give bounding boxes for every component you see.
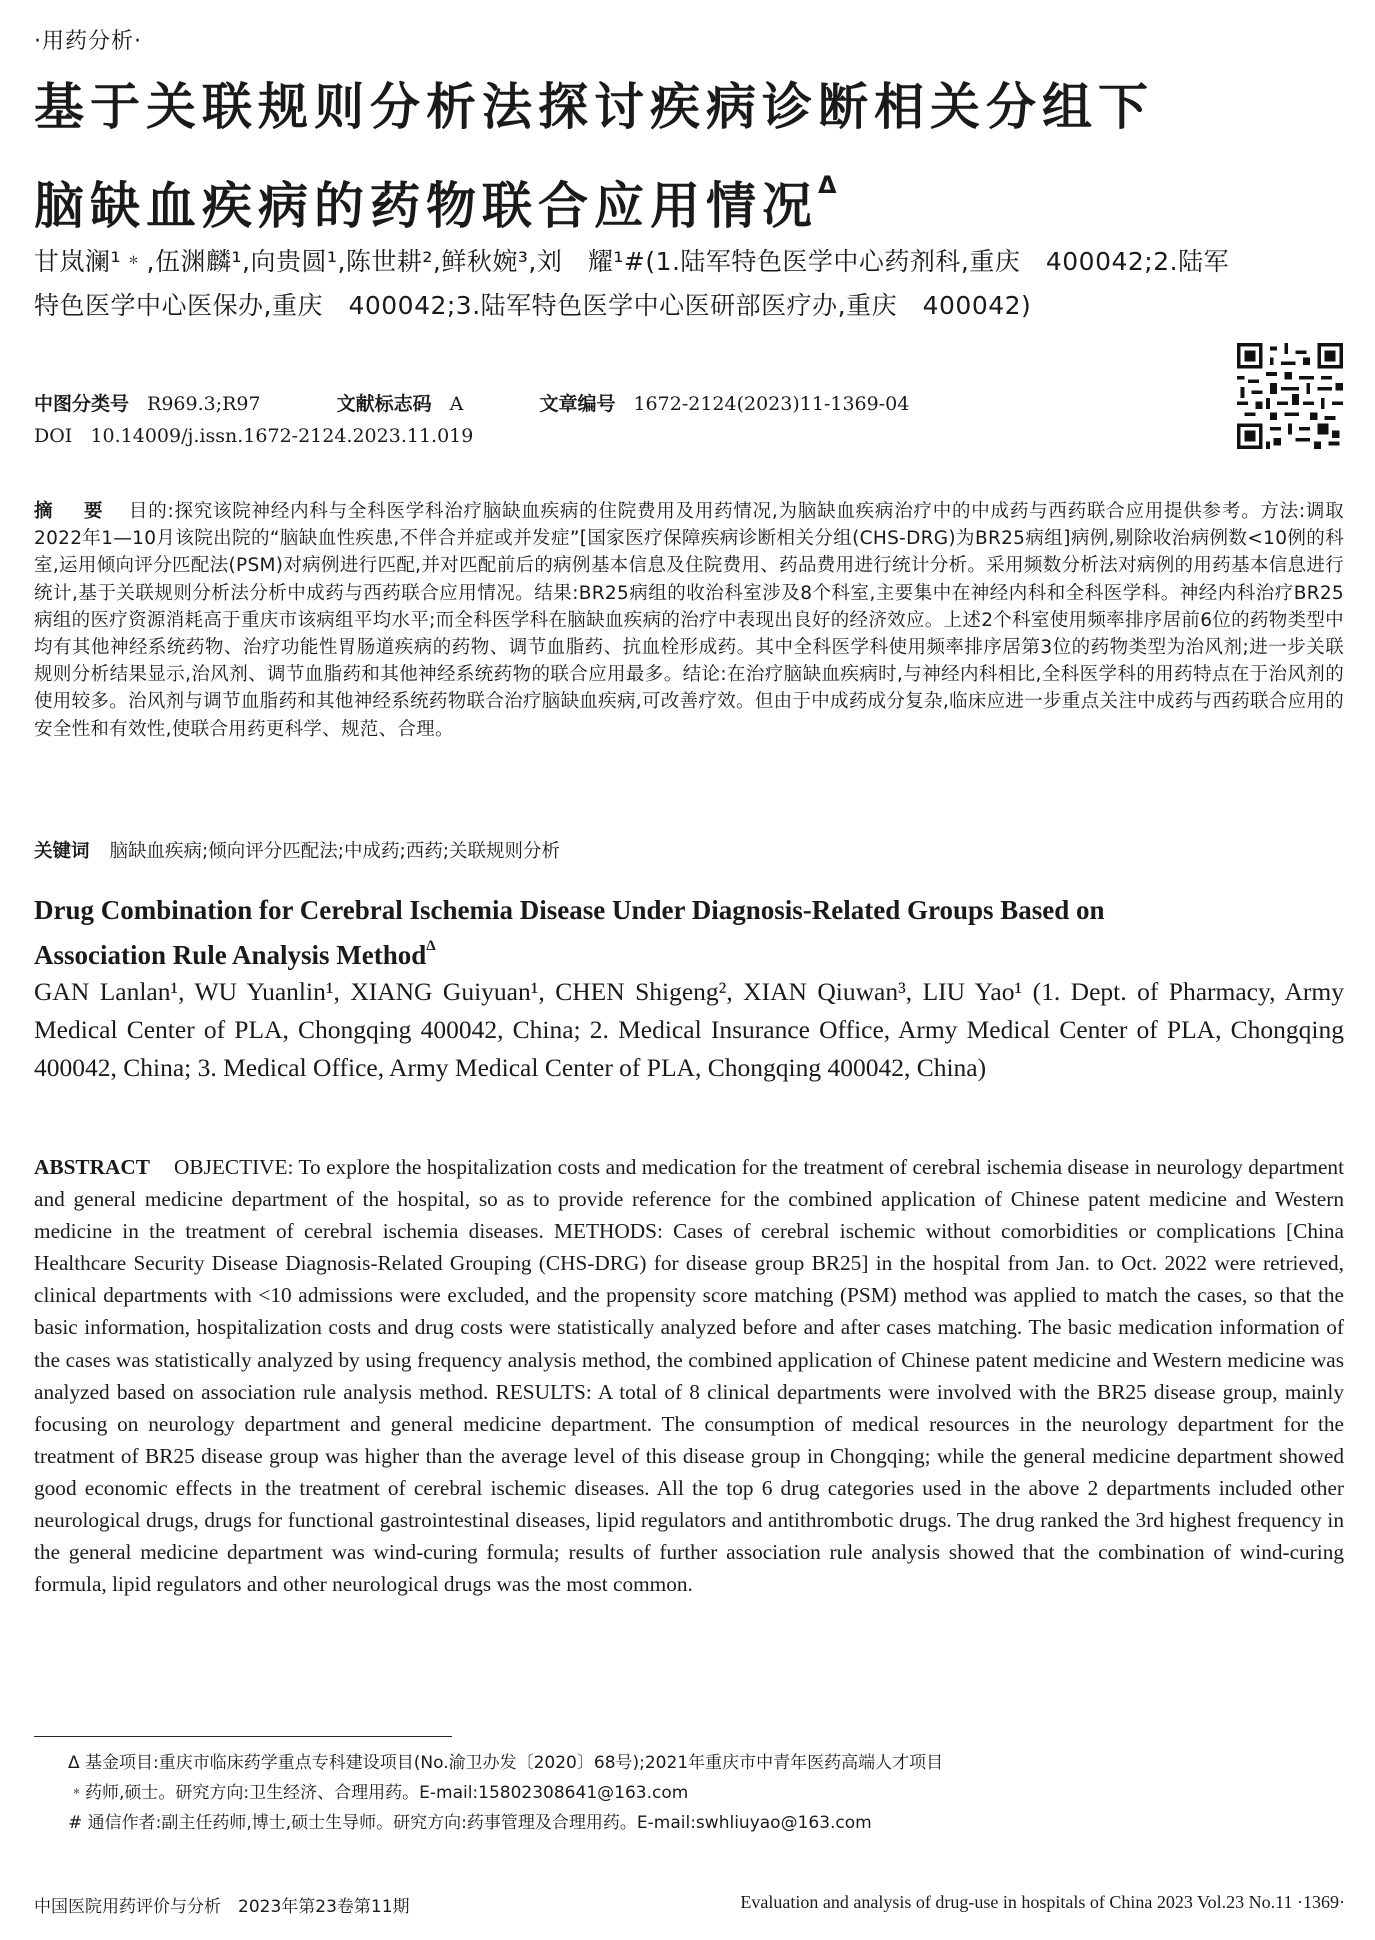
title-en-line2: Association Rule Analysis Method$^\Delta$ — [34, 938, 436, 970]
title-en-line1: Drug Combination for Cerebral Ischemia Disease Under Diagnosis-Related Groups Based on — [34, 895, 1105, 925]
clc-value: R969.3;R97 — [147, 393, 261, 415]
title-english — [34, 892, 1344, 973]
abstract-cn-text: 目的:探究该院神经内科与全科医学科治疗脑缺血疾病的住院费用及用药情况,为脑缺血疾病治疗中的中成药与西药联合应用提供参考。方法:调取2022年1—10月该院出院的“脑缺血性疾患,不伴合并症或并发症”[国家医疗保障疾病诊断相关分组(CHS-DRG)为BR25病组]病例,剔除收治病例数<10例的科室,运用倾向评分匹配法(PSM)对病例进行匹配,并对匹配前后的病例基本信息及住院费用、药品费用进行统计分析。采用频数分析法对病例的用药基本信息进行统计,基于关联规则分析法分析中成药与西药联合应用情况。结果:BR25病组的收治科室涉及8个科室,主要集中在神经内科和全科医学科。神经内科治疗BR25病组的医疗资源消耗高于重庆市该病组平均水平;而全科医学科在脑缺血疾病的治疗中表现出良好的经济效应。上述2个科室使用频率排序居前6位的药物类型中均有其他神经系统药物、治疗功能性胃肠道疾病的药物、调节血脂药、抗血栓形成药。其中全科医学科使用频率排序居第3位的药物类型为治风剂;进一步关联规则分析结果显示,治风剂、调节血脂药和其他神经系统药物的联合应用最多。结论:在治疗脑缺血疾病时,与神经内科相比,全科医学科的用药特点在于治风剂的使用较多。治风剂与调节血脂药和其他神经系统药物联合治疗脑缺血疾病,可改善疗效。但由于中成药成分复杂,临床应进一步重点关注中成药与西药联合应用的安全性和有效性,使联合用药更科学、规范、合理。 — [34, 501, 1344, 740]
title-en-mark: Δ — [426, 938, 436, 954]
footnote-corresponding-author: # 通信作者:副主任药师,博士,硕士生导师。研究方向:药事管理及合理用药。E-mail:swhliuyao@163.com — [68, 1813, 872, 1833]
authors-cn-line2: 特色医学中心医保办,重庆 400042;3.陆军特色医学中心医研部医疗办,重庆 400042) — [34, 291, 1032, 320]
article-no-value: 1672-2124(2023)11-1369-04 — [633, 393, 910, 415]
abstract-en-label: ABSTRACT — [34, 1155, 150, 1179]
section-label: ·用药分析· — [34, 29, 142, 54]
footnote-funding: Δ 基金项目:重庆市临床药学重点专科建设项目(No.渝卫办发〔2020〕68号);2021年重庆市中青年医药高端人才项目 — [68, 1753, 944, 1773]
keywords-chinese — [34, 838, 1344, 866]
footnote-first-author: ﹡药师,硕士。研究方向:卫生经济、合理用药。E-mail:15802308641@163.com — [68, 1783, 689, 1803]
keywords-cn-text: 脑缺血疾病;倾向评分匹配法;中成药;西药;关联规则分析 — [109, 841, 560, 862]
authors-cn-line1: 甘岚澜¹﹡,伍渊麟¹,向贵圆¹,陈世耕²,鲜秋婉³,刘 耀¹#(1.陆军特色医学中心药剂科,重庆 400042;2.陆军 — [34, 247, 1230, 276]
article-meta — [34, 388, 909, 452]
abstract-chinese — [34, 498, 1344, 743]
footer-journal-cn: 中国医院用药评价与分析 2023年第23卷第11期 — [34, 1897, 410, 1917]
title-cn-mark: Δ — [818, 171, 837, 199]
abstract-en-text: OBJECTIVE: To explore the hospitalization costs and medication for the treatment of cerebral ischemia disease in neurology department and general medicine department of the hospital, so as to provide reference for the combined application of Chinese patent medicine and Western medicine in the treatment of cerebral ischemia diseases. METHODS: Cases of cerebral ischemic without comorbidities or complications [China Healthcare Security Disease Diagnosis-Related Grouping (CHS-DRG) for disease group BR25] in the hospital from Jan. to Oct. 2022 were retrieved, clinical departments with <10 admissions were excluded, and the propensity score matching (PSM) method was applied to match the cases, so that the basic information, hospitalization costs and drug costs were statistically analyzed before and after cases matching. The basic medication information of the cases was statistically analyzed by using frequency analysis method, the combined application of Chinese patent medicine and Western medicine was analyzed based on association rule analysis method. RESULTS: A total of 8 clinical departments were involved with the BR25 disease group, mainly focusing on neurology department and general medicine department. The consumption of medical resources in the neurology department for the treatment of BR25 disease group was higher than the average level of this disease group in Chongqing; while the general medicine department showed good economic effects in the treatment of cerebral ischemic diseases. All the top 6 drug categories used in the above 2 departments included other neurological drugs, drugs for functional gastrointestinal diseases, lipid regulators and antithrombotic drugs. The drug ranked the 3rd highest frequency in the general medicine department was wind-curing formula; results of further association rule analysis showed that the combination of wind-curing formula, lipid regulators and other neurological drugs was the most common. — [34, 1155, 1344, 1597]
title-chinese — [34, 68, 1344, 245]
doi-label: DOI — [34, 425, 73, 447]
footnote-divider — [34, 1736, 452, 1737]
article-no-label: 文章编号 — [539, 393, 616, 415]
qr-code-icon[interactable] — [1237, 343, 1343, 449]
doc-code-value: A — [449, 393, 464, 415]
abstract-cn-label: 摘 要 — [34, 501, 109, 522]
page-footer — [0, 1888, 1375, 1922]
title-cn-line2: 脑缺血疾病的药物联合应用情况$^\Delta$ — [34, 171, 837, 235]
authors-english: GAN Lanlan¹, WU Yuanlin¹, XIANG Guiyuan¹, CHEN Shigeng², XIAN Qiuwan³, LIU Yao¹ (1. Dept. of Pharmacy, Army Medical Center of PLA, Chongqing 400042, China; 2. Medical Insurance Office, Army Medical Center of PLA, Chongqing 400042, China; 3. Medical Office, Army Medical Center of PLA, Chongqing 400042, China) — [34, 977, 1344, 1082]
footer-journal-en: Evaluation and analysis of drug-use in hospitals of China 2023 Vol.23 No.11 ·1369· — [740, 1892, 1345, 1912]
doi-value: 10.14009/j.issn.1672-2124.2023.11.019 — [90, 425, 474, 447]
abstract-english — [34, 1151, 1344, 1600]
title-cn-line1: 基于关联规则分析法探讨疾病诊断相关分组下 — [34, 78, 1154, 136]
authors-chinese — [34, 240, 1344, 328]
footnotes — [68, 1748, 1338, 1838]
clc-label: 中图分类号 — [34, 393, 130, 415]
keywords-cn-label: 关键词 — [34, 841, 90, 862]
doc-code-label: 文献标志码 — [336, 393, 432, 415]
